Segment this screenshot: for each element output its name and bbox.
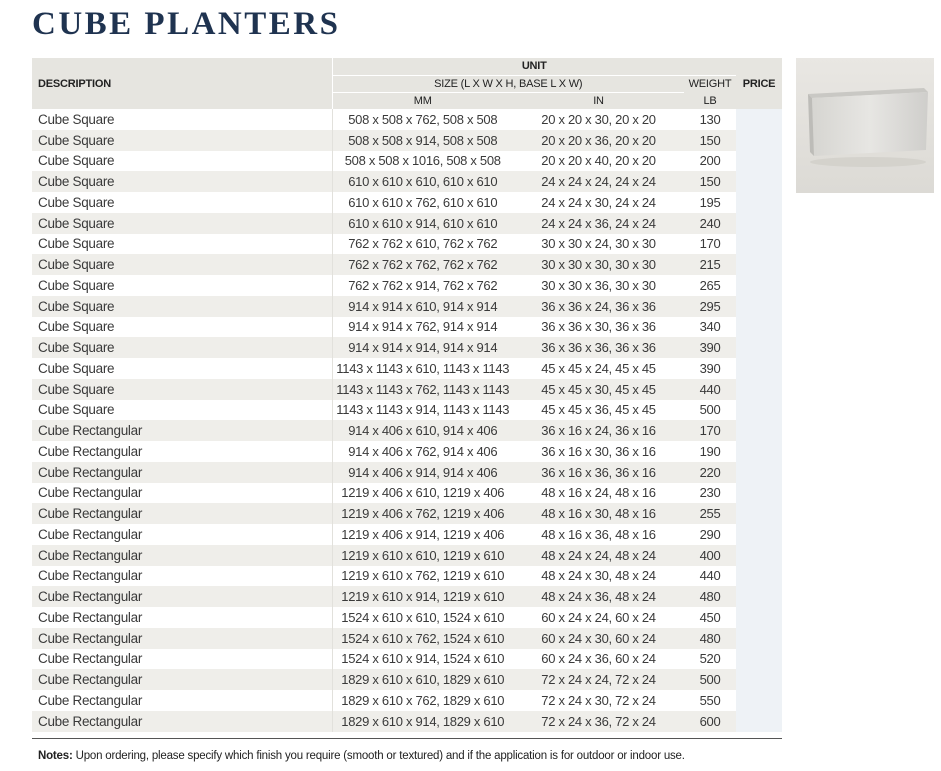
- size-mm-cell: 914 x 406 x 914, 914 x 406: [332, 462, 513, 483]
- size-mm-cell: 610 x 610 x 762, 610 x 610: [332, 192, 513, 213]
- spec-table: [32, 58, 782, 732]
- description-cell: Cube Square: [38, 111, 115, 127]
- price-cell: [736, 337, 782, 358]
- price-cell: [736, 607, 782, 628]
- price-cell: [736, 524, 782, 545]
- size-mm-cell: 1219 x 610 x 762, 1219 x 610: [332, 566, 513, 587]
- size-in-cell: 48 x 24 x 24, 48 x 24: [513, 545, 684, 566]
- table-row: [32, 524, 782, 545]
- table-row: [32, 669, 782, 690]
- size-mm-cell: 508 x 508 x 762, 508 x 508: [332, 109, 513, 130]
- price-cell: [736, 462, 782, 483]
- weight-lb-cell: 130: [699, 111, 721, 127]
- description-cell: Cube Rectangular: [32, 462, 332, 483]
- price-cell: [736, 669, 782, 690]
- size-mm-cell: 1219 x 610 x 914, 1219 x 610: [332, 586, 513, 607]
- description-cell: Cube Rectangular: [38, 443, 143, 459]
- price-cell: [736, 213, 782, 234]
- header-in: IN: [513, 92, 684, 109]
- price-cell: [736, 420, 782, 441]
- price-cell: [736, 483, 782, 504]
- size-in-cell: 20 x 20 x 36, 20 x 20: [513, 130, 684, 151]
- price-cell: [736, 109, 782, 130]
- description-cell: Cube Square: [38, 402, 115, 418]
- size-in-cell: 45 x 45 x 30, 45 x 45: [513, 379, 684, 400]
- size-in-cell: 24 x 24 x 30, 24 x 24: [541, 194, 656, 210]
- size-mm-cell: 1219 x 406 x 610, 1219 x 406: [332, 483, 513, 504]
- notes-text: Upon ordering, please specify which finish you require (smooth or textured) and if the application is for outdoor or indoor use.: [72, 750, 685, 762]
- weight-lb-cell: 215: [684, 254, 736, 275]
- price-cell: [736, 586, 782, 607]
- price-cell: [736, 296, 782, 317]
- planter-image-icon: [796, 58, 934, 193]
- size-in-cell: 30 x 30 x 36, 30 x 30: [541, 277, 656, 293]
- price-cell: [736, 234, 782, 255]
- size-mm-cell: 1829 x 610 x 610, 1829 x 610: [332, 669, 513, 690]
- price-cell: [736, 545, 782, 566]
- table-row: [32, 462, 782, 483]
- weight-lb-cell: 400: [684, 545, 736, 566]
- size-mm-cell: 914 x 914 x 914, 914 x 914: [332, 337, 513, 358]
- description-cell: Cube Rectangular: [38, 692, 143, 708]
- weight-lb-cell: 550: [699, 692, 721, 708]
- price-cell: [736, 317, 782, 338]
- size-in-cell: 48 x 24 x 36, 48 x 24: [513, 586, 684, 607]
- size-mm-cell: 914 x 406 x 610, 914 x 406: [332, 420, 513, 441]
- table-row: [32, 586, 782, 607]
- weight-lb-cell: 440: [684, 379, 736, 400]
- size-in-cell: 60 x 24 x 36, 60 x 24: [541, 651, 656, 667]
- header-weight: WEIGHT: [684, 75, 736, 92]
- price-cell: [736, 130, 782, 151]
- description-cell: Cube Rectangular: [32, 669, 332, 690]
- table-row: [32, 649, 782, 670]
- description-cell: Cube Square: [38, 153, 115, 169]
- price-cell: [736, 711, 782, 732]
- table-row: [32, 151, 782, 172]
- weight-lb-cell: 295: [684, 296, 736, 317]
- size-in-cell: 36 x 36 x 24, 36 x 36: [513, 296, 684, 317]
- description-cell: Cube Square: [38, 319, 115, 335]
- weight-lb-cell: 500: [684, 669, 736, 690]
- header-mm: MM: [332, 92, 513, 109]
- description-cell: Cube Rectangular: [32, 628, 332, 649]
- size-mm-cell: 762 x 762 x 914, 762 x 762: [332, 275, 513, 296]
- size-mm-cell: 1524 x 610 x 914, 1524 x 610: [332, 649, 513, 670]
- description-cell: Cube Rectangular: [38, 526, 143, 542]
- table-row: [32, 690, 782, 711]
- weight-lb-cell: 520: [699, 651, 721, 667]
- table-row: [32, 358, 782, 379]
- table-row: [32, 441, 782, 462]
- price-cell: [736, 192, 782, 213]
- size-in-cell: 45 x 45 x 36, 45 x 45: [541, 402, 656, 418]
- weight-lb-cell: 440: [699, 568, 721, 584]
- size-mm-cell: 610 x 610 x 914, 610 x 610: [332, 213, 513, 234]
- size-in-cell: 72 x 24 x 30, 72 x 24: [541, 692, 656, 708]
- size-in-cell: 20 x 20 x 30, 20 x 20: [541, 111, 656, 127]
- weight-lb-cell: 150: [684, 130, 736, 151]
- weight-lb-cell: 190: [699, 443, 721, 459]
- price-cell: [736, 441, 782, 462]
- size-mm-cell: 1143 x 1143 x 914, 1143 x 1143: [332, 400, 513, 421]
- description-cell: Cube Rectangular: [38, 651, 143, 667]
- size-in-cell: 20 x 20 x 40, 20 x 20: [541, 153, 656, 169]
- size-mm-cell: 508 x 508 x 914, 508 x 508: [332, 130, 513, 151]
- description-cell: Cube Square: [32, 130, 332, 151]
- price-cell: [736, 254, 782, 275]
- size-in-cell: 48 x 16 x 30, 48 x 16: [513, 503, 684, 524]
- table-row: [32, 130, 782, 151]
- price-cell: [736, 358, 782, 379]
- size-mm-cell: 508 x 508 x 1016, 508 x 508: [332, 151, 513, 172]
- size-in-cell: 60 x 24 x 24, 60 x 24: [541, 609, 656, 625]
- weight-lb-cell: 265: [699, 277, 721, 293]
- weight-lb-cell: 200: [699, 153, 721, 169]
- description-cell: Cube Square: [38, 194, 115, 210]
- price-cell: [736, 649, 782, 670]
- price-cell: [736, 628, 782, 649]
- size-in-cell: 30 x 30 x 30, 30 x 30: [513, 254, 684, 275]
- weight-lb-cell: 150: [684, 171, 736, 192]
- description-cell: Cube Square: [32, 213, 332, 234]
- size-mm-cell: 914 x 914 x 610, 914 x 914: [332, 296, 513, 317]
- size-mm-cell: 1219 x 610 x 610, 1219 x 610: [332, 545, 513, 566]
- description-cell: Cube Rectangular: [38, 609, 143, 625]
- description-cell: Cube Square: [38, 360, 115, 376]
- size-in-cell: 60 x 24 x 30, 60 x 24: [513, 628, 684, 649]
- table-row: [32, 317, 782, 338]
- description-cell: Cube Square: [32, 296, 332, 317]
- table-bottom-rule: [32, 738, 782, 739]
- table-row: [32, 545, 782, 566]
- size-mm-cell: 1143 x 1143 x 762, 1143 x 1143: [332, 379, 513, 400]
- size-mm-cell: 1143 x 1143 x 610, 1143 x 1143: [332, 358, 513, 379]
- table-row: [32, 109, 782, 130]
- description-cell: Cube Rectangular: [32, 711, 332, 732]
- description-cell: Cube Square: [32, 254, 332, 275]
- table-row: [32, 379, 782, 400]
- price-cell: [736, 690, 782, 711]
- description-cell: Cube Rectangular: [32, 420, 332, 441]
- size-in-cell: 24 x 24 x 36, 24 x 24: [513, 213, 684, 234]
- table-row: [32, 628, 782, 649]
- weight-lb-cell: 500: [699, 402, 721, 418]
- weight-lb-cell: 255: [684, 503, 736, 524]
- size-in-cell: 36 x 16 x 24, 36 x 16: [513, 420, 684, 441]
- size-in-cell: 36 x 16 x 30, 36 x 16: [541, 443, 656, 459]
- size-in-cell: 48 x 16 x 36, 48 x 16: [541, 526, 656, 542]
- size-mm-cell: 914 x 406 x 762, 914 x 406: [332, 441, 513, 462]
- weight-lb-cell: 230: [699, 485, 721, 501]
- size-mm-cell: 610 x 610 x 610, 610 x 610: [332, 171, 513, 192]
- weight-lb-cell: 240: [684, 213, 736, 234]
- table-row: [32, 171, 782, 192]
- table-row: [32, 296, 782, 317]
- weight-lb-cell: 170: [684, 420, 736, 441]
- price-cell: [736, 566, 782, 587]
- table-row: [32, 275, 782, 296]
- size-mm-cell: 1829 x 610 x 762, 1829 x 610: [332, 690, 513, 711]
- size-in-cell: 36 x 16 x 36, 36 x 16: [513, 462, 684, 483]
- weight-lb-cell: 480: [684, 586, 736, 607]
- table-row: [32, 566, 782, 587]
- table-row: [32, 483, 782, 504]
- table-body: [32, 109, 782, 732]
- table-row: [32, 711, 782, 732]
- size-in-cell: 36 x 36 x 30, 36 x 36: [541, 319, 656, 335]
- size-in-cell: 72 x 24 x 36, 72 x 24: [513, 711, 684, 732]
- weight-lb-cell: 220: [684, 462, 736, 483]
- header-description: DESCRIPTION: [32, 58, 332, 109]
- description-cell: Cube Square: [32, 171, 332, 192]
- weight-lb-cell: 170: [699, 236, 721, 252]
- description-cell: Cube Rectangular: [38, 568, 143, 584]
- description-cell: Cube Rectangular: [32, 545, 332, 566]
- table-row: [32, 234, 782, 255]
- size-mm-cell: 762 x 762 x 762, 762 x 762: [332, 254, 513, 275]
- size-mm-cell: 762 x 762 x 610, 762 x 762: [332, 234, 513, 255]
- size-in-cell: 45 x 45 x 24, 45 x 45: [541, 360, 656, 376]
- size-in-cell: 48 x 24 x 30, 48 x 24: [541, 568, 656, 584]
- weight-lb-cell: 340: [699, 319, 721, 335]
- size-mm-cell: 1829 x 610 x 914, 1829 x 610: [332, 711, 513, 732]
- price-cell: [736, 151, 782, 172]
- price-cell: [736, 171, 782, 192]
- weight-lb-cell: 390: [699, 360, 721, 376]
- table-row: [32, 337, 782, 358]
- price-cell: [736, 400, 782, 421]
- size-mm-cell: 1219 x 406 x 914, 1219 x 406: [332, 524, 513, 545]
- table-header: [32, 58, 782, 109]
- notes: [38, 750, 685, 762]
- price-cell: [736, 503, 782, 524]
- weight-lb-cell: 390: [684, 337, 736, 358]
- description-cell: Cube Square: [38, 236, 115, 252]
- page-title: CUBE PLANTERS: [32, 6, 341, 42]
- weight-lb-cell: 450: [699, 609, 721, 625]
- header-lb: LB: [684, 92, 736, 109]
- table-row: [32, 607, 782, 628]
- size-mm-cell: 914 x 914 x 762, 914 x 914: [332, 317, 513, 338]
- description-cell: Cube Rectangular: [32, 503, 332, 524]
- size-in-cell: 30 x 30 x 24, 30 x 30: [541, 236, 656, 252]
- description-cell: Cube Rectangular: [32, 586, 332, 607]
- description-cell: Cube Square: [32, 379, 332, 400]
- price-cell: [736, 275, 782, 296]
- size-in-cell: 36 x 36 x 36, 36 x 36: [513, 337, 684, 358]
- price-cell: [736, 379, 782, 400]
- product-photo: [796, 58, 934, 193]
- size-in-cell: 24 x 24 x 24, 24 x 24: [513, 171, 684, 192]
- size-in-cell: 48 x 16 x 24, 48 x 16: [541, 485, 656, 501]
- description-cell: Cube Rectangular: [38, 485, 143, 501]
- table-row: [32, 400, 782, 421]
- size-mm-cell: 1219 x 406 x 762, 1219 x 406: [332, 503, 513, 524]
- table-row: [32, 192, 782, 213]
- table-row: [32, 420, 782, 441]
- table-row: [32, 213, 782, 234]
- description-cell: Cube Square: [38, 277, 115, 293]
- header-unit: UNIT: [332, 58, 736, 75]
- size-mm-cell: 1524 x 610 x 762, 1524 x 610: [332, 628, 513, 649]
- table-row: [32, 503, 782, 524]
- header-price: PRICE: [736, 58, 782, 109]
- weight-lb-cell: 480: [684, 628, 736, 649]
- notes-label: Notes:: [38, 750, 73, 762]
- size-mm-cell: 1524 x 610 x 610, 1524 x 610: [332, 607, 513, 628]
- weight-lb-cell: 290: [699, 526, 721, 542]
- header-size: SIZE (L X W X H, BASE L X W): [332, 75, 684, 92]
- weight-lb-cell: 600: [684, 711, 736, 732]
- weight-lb-cell: 195: [699, 194, 721, 210]
- size-in-cell: 72 x 24 x 24, 72 x 24: [513, 669, 684, 690]
- table-row: [32, 254, 782, 275]
- description-cell: Cube Square: [32, 337, 332, 358]
